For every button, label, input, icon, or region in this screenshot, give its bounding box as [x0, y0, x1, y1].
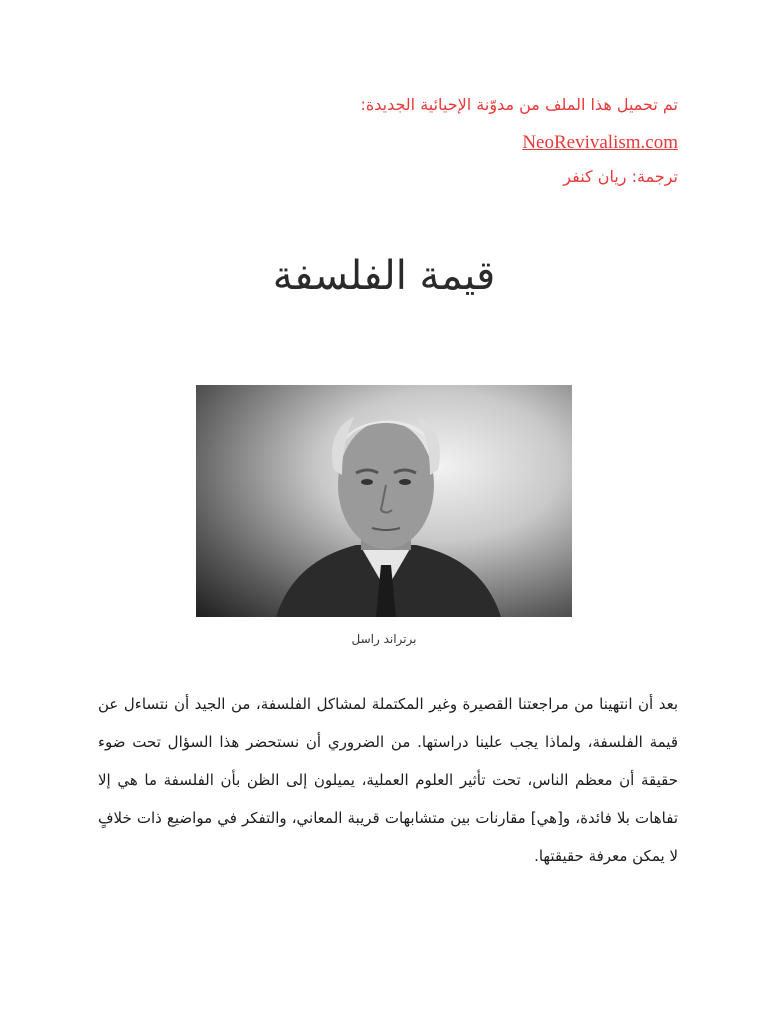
- download-note: تم تحميل هذا الملف من مدوّنة الإحيائية الجديدة:: [360, 95, 678, 114]
- photo-caption: برتراند راسل: [351, 632, 417, 646]
- document-title: قيمة الفلسفة: [272, 253, 496, 299]
- body-paragraph: بعد أن انتهينا من مراجعتنا القصيرة وغير المكتملة لمشاكل الفلسفة، من الجيد أن نتساءل عن قيمة الفلسفة، ولماذا يجب علينا دراستها. من الضروري أن نستحضر هذا السؤال تحت ضوء حقيقة أن معظم الناس، تحت تأثير العلوم العملية، يميلون إلى الظن بأن الفلسفة ما هي إلا تفاهات بلا فائدة، و[هي] مقارنات بين متشابهات قريبة المعاني، والتفكر في مواضيع ذات خلافٍ لا يمكن معرفة حقيقتها.: [98, 695, 678, 865]
- portrait-illustration: [196, 385, 572, 617]
- translator-credit: ترجمة: ريان كنفر: [563, 167, 678, 186]
- site-link[interactable]: NeoRevivalism.com: [522, 132, 678, 153]
- portrait-photo: [196, 385, 572, 617]
